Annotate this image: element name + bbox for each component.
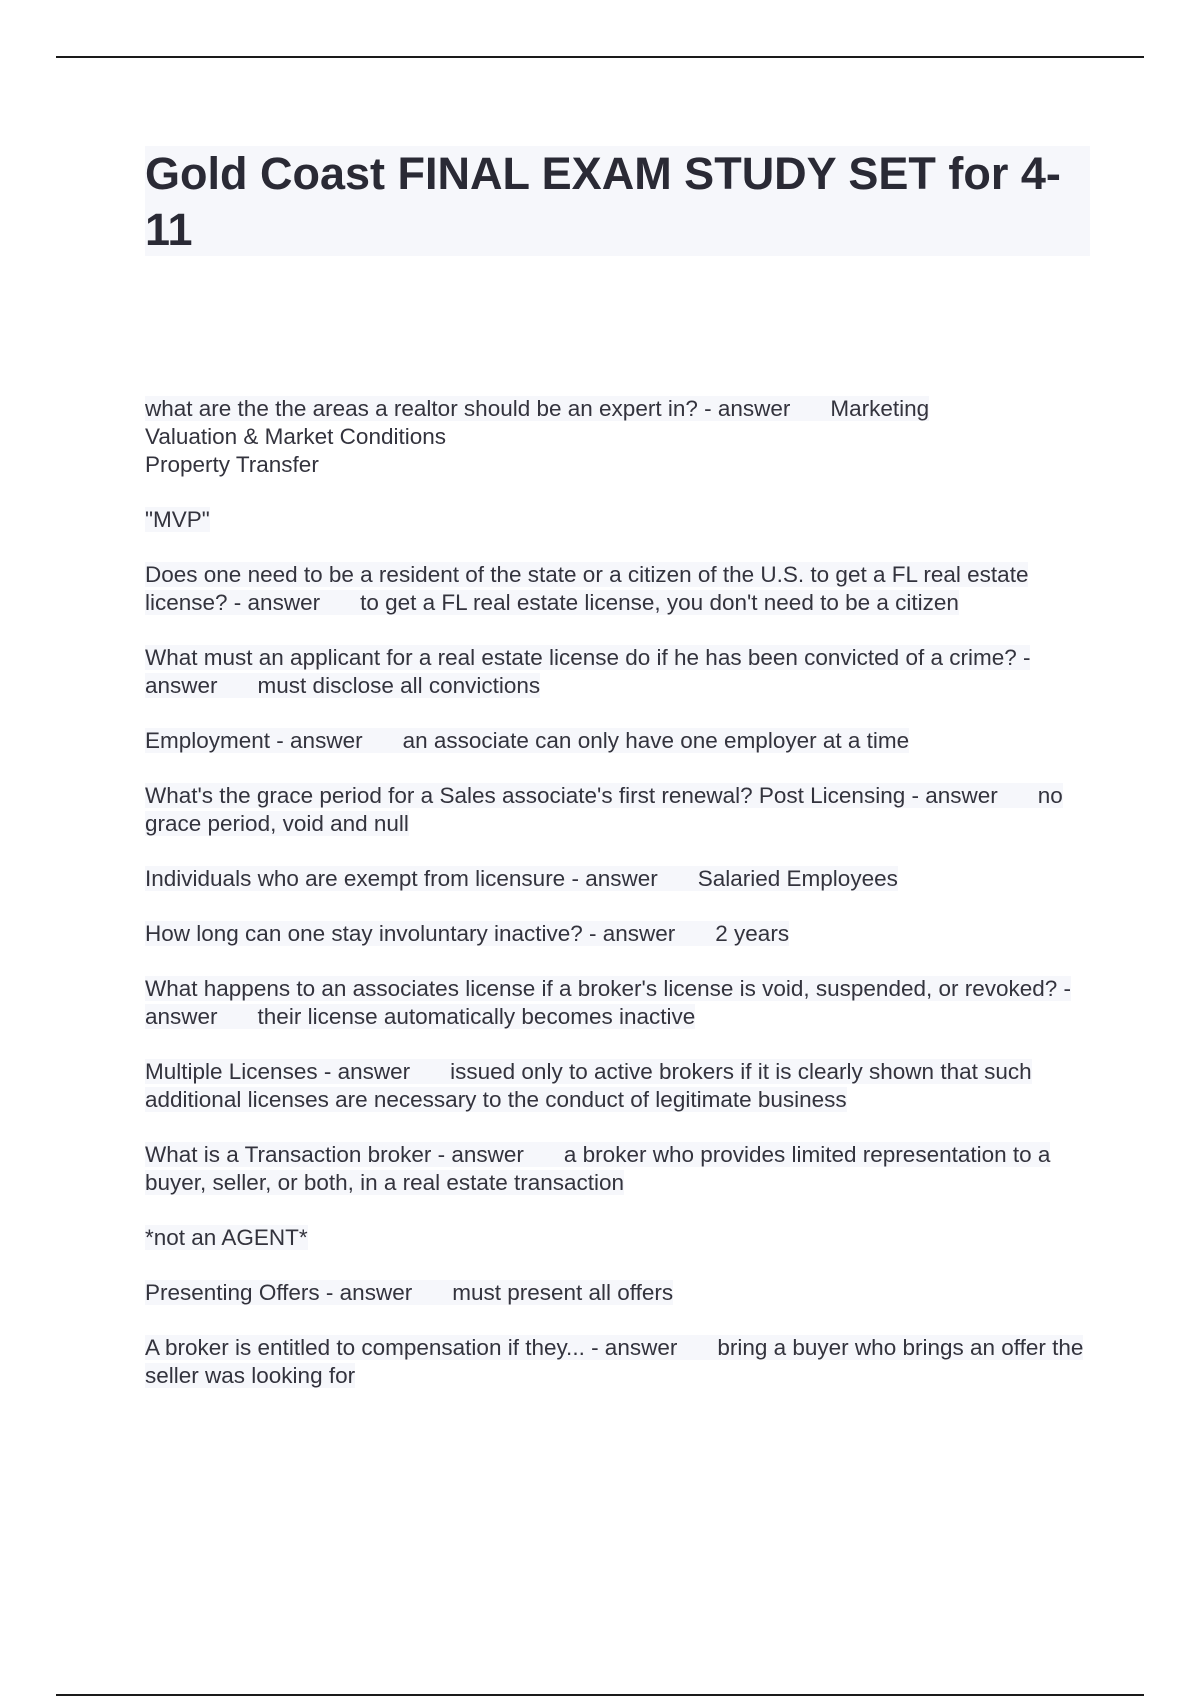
qa-question: How long can one stay involuntary inactive? - answer <box>145 921 676 946</box>
qa-answer: to get a FL real estate license, you don't need to be a citizen <box>360 590 959 615</box>
qa-answer: their license automatically becomes inactive <box>257 1004 696 1029</box>
bottom-rule <box>56 1694 1144 1696</box>
top-rule <box>56 56 1144 58</box>
qa-item <box>145 920 1095 948</box>
qa-question: Individuals who are exempt from licensure - answer <box>145 866 658 891</box>
qa-item <box>145 506 1095 534</box>
qa-item <box>145 727 1095 755</box>
qa-text <box>145 645 1030 698</box>
qa-text <box>145 1225 308 1250</box>
title-block <box>145 146 1090 256</box>
qa-item <box>145 1224 1095 1252</box>
qa-answer: no grace period, void and null <box>145 783 1063 836</box>
qa-item <box>145 1058 1095 1114</box>
qa-item <box>145 1279 1095 1307</box>
qa-item <box>145 782 1095 838</box>
qa-text <box>145 1335 1083 1388</box>
qa-question: What is a Transaction broker - answer <box>145 1142 524 1167</box>
qa-question: What happens to an associates license if a broker's license is void, suspended, or revoked? - answer <box>145 976 1072 1029</box>
qa-question: *not an AGENT* <box>145 1225 308 1250</box>
qa-text <box>145 866 898 891</box>
qa-answer: an associate can only have one employer at a time <box>402 728 910 753</box>
qa-answer: must disclose all convictions <box>257 673 541 698</box>
qa-text <box>145 396 929 421</box>
qa-item <box>145 561 1095 617</box>
qa-text <box>145 921 789 946</box>
qa-question: A broker is entitled to compensation if they... - answer <box>145 1335 678 1360</box>
qa-text <box>145 783 1063 836</box>
qa-question: Presenting Offers - answer <box>145 1280 413 1305</box>
qa-answer: a broker who provides limited representation to a buyer, seller, or both, in a real estate transaction <box>145 1142 1051 1195</box>
qa-answer: must present all offers <box>452 1280 674 1305</box>
qa-answer: Salaried Employees <box>697 866 898 891</box>
qa-text <box>145 507 210 532</box>
qa-item <box>145 865 1095 893</box>
qa-question: what are the the areas a realtor should be an expert in? - answer <box>145 396 791 421</box>
qa-question: Does one need to be a resident of the state or a citizen of the U.S. to get a FL real estate license? - answer <box>145 562 1029 615</box>
qa-item <box>145 975 1095 1031</box>
qa-question: What must an applicant for a real estate license do if he has been convicted of a crime? - answer <box>145 645 1031 698</box>
qa-answer: issued only to active brokers if it is clearly shown that such additional licenses are necessary to the conduct of legitimate business <box>145 1059 1032 1112</box>
qa-answer-line: Property Transfer <box>145 452 319 477</box>
qa-text <box>145 562 1028 615</box>
qa-text <box>145 976 1071 1029</box>
qa-list <box>145 395 1095 1417</box>
qa-answer: Marketing <box>830 396 930 421</box>
qa-item <box>145 1334 1095 1390</box>
qa-question: "MVP" <box>145 507 210 532</box>
page-title: Gold Coast FINAL EXAM STUDY SET for 4-11 <box>145 148 1061 255</box>
qa-answer: 2 years <box>715 921 790 946</box>
qa-question: Employment - answer <box>145 728 363 753</box>
qa-text <box>145 1142 1050 1195</box>
qa-item <box>145 1141 1095 1197</box>
qa-answer: bring a buyer who brings an offer the seller was looking for <box>145 1335 1084 1388</box>
qa-item <box>145 644 1095 700</box>
qa-question: What's the grace period for a Sales associate's first renewal? Post Licensing - answer <box>145 783 998 808</box>
qa-text <box>145 1280 673 1305</box>
qa-text <box>145 1059 1032 1112</box>
qa-answer-line: Valuation & Market Conditions <box>145 424 446 449</box>
qa-item <box>145 395 1095 479</box>
qa-question: Multiple Licenses - answer <box>145 1059 411 1084</box>
qa-text <box>145 728 909 753</box>
